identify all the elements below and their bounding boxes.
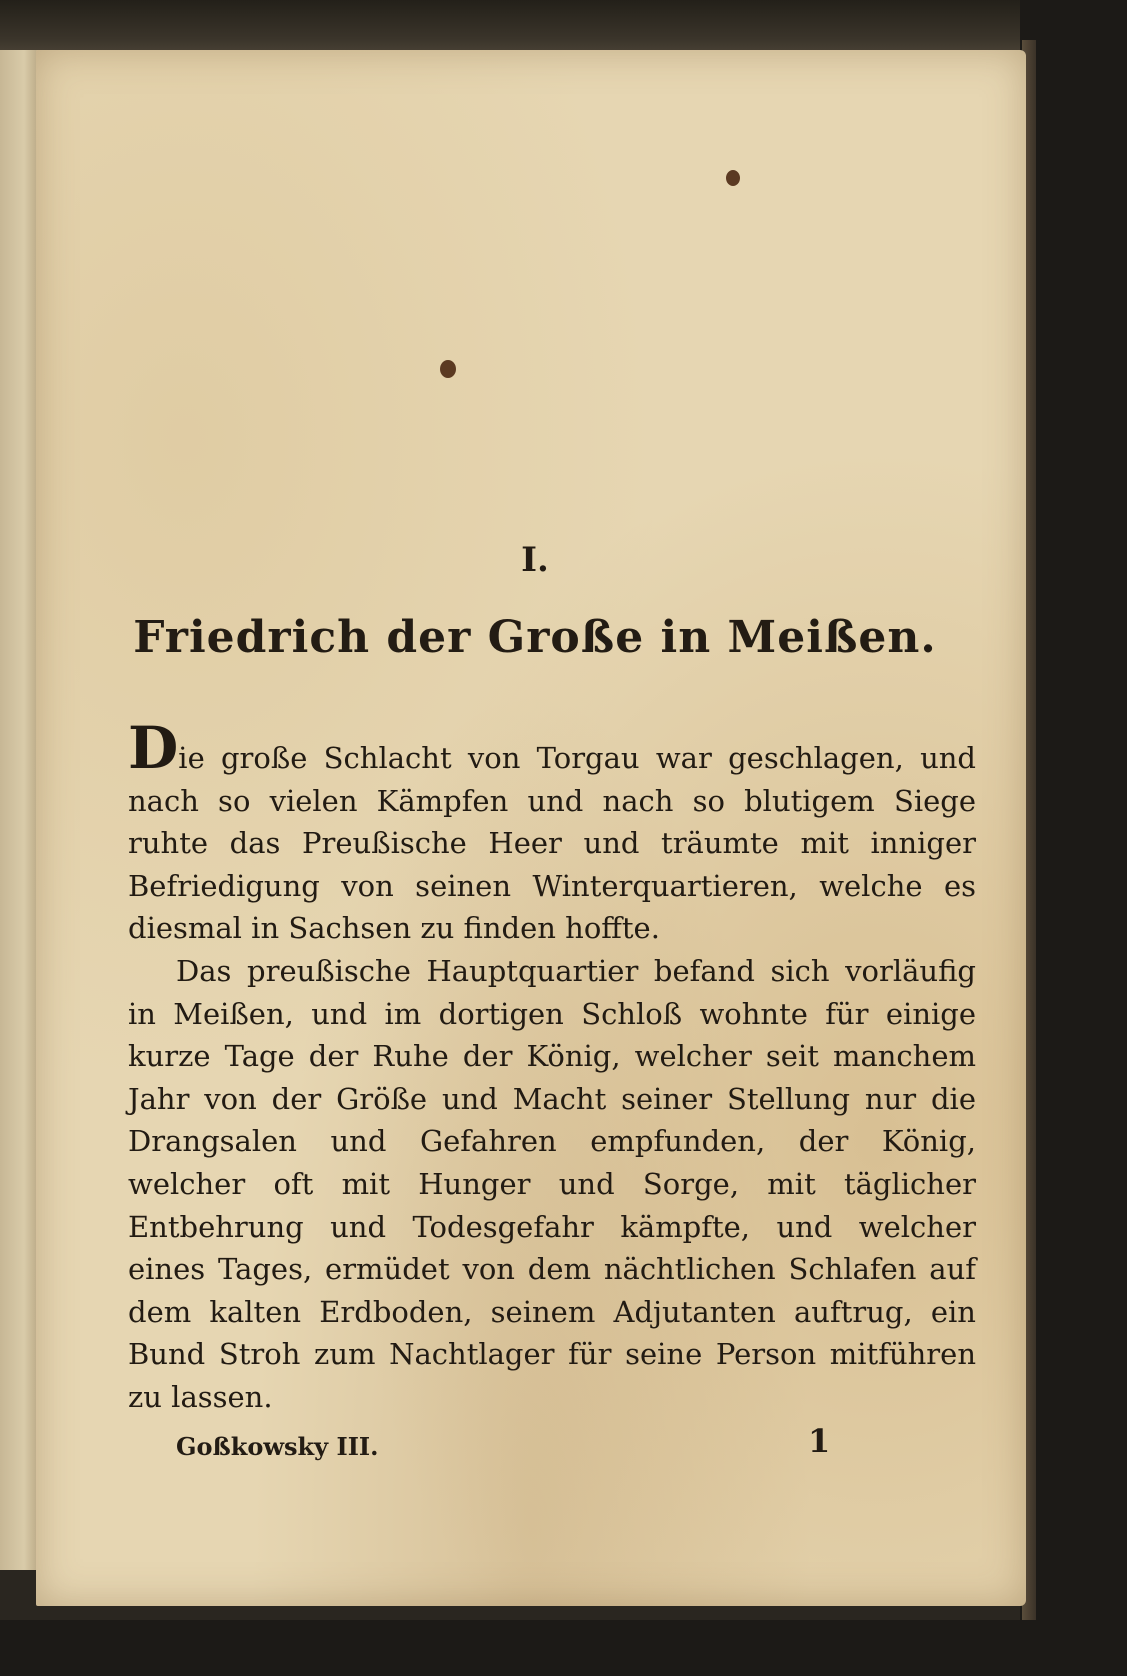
drop-cap: D: [128, 714, 179, 782]
ink-spot: [440, 360, 456, 378]
chapter-title: Friedrich der Große in Meißen.: [133, 612, 937, 663]
ink-spot: [726, 170, 740, 186]
paragraph: Das preußische Hauptquartier befand sich vorläufig in Meißen, und im dortigen Schloß wohnte für einige kurze Tage der Ruhe der König, welcher seit manchem Jahr von der Größe und Macht seiner Stellung nur die Drangsalen und Gefahren empfunden, der König, welcher oft mit Hunger und Sorge, mit täglicher Entbehrung und Todesgefahr kämpfte, und welcher eines Tages, ermüdet von dem nächtlichen Schlafen auf dem kalten Erdboden, seinem Adjutanten auftrug, ein Bund Stroh zum Nachtlager für seine Person mitführen zu lassen.: [128, 953, 976, 1414]
body-text: [128, 714, 976, 1419]
chapter-number: I.: [521, 540, 549, 580]
page-number: 1: [808, 1422, 831, 1460]
paragraph-text: ie große Schlacht von Torgau war geschlagen, und nach so vielen Kämpfen und nach so blutigem Siege ruhte das Preußische Heer und träumte mit inniger Befriedigung von seinen Winterquartieren, welche es diesmal in Sachsen zu finden hoffte.: [128, 741, 976, 946]
facing-page-edge: [0, 50, 41, 1570]
paragraph: [128, 714, 976, 950]
book-spine: [0, 0, 1020, 55]
printer-signature: Goßkowsky III.: [176, 1432, 379, 1461]
